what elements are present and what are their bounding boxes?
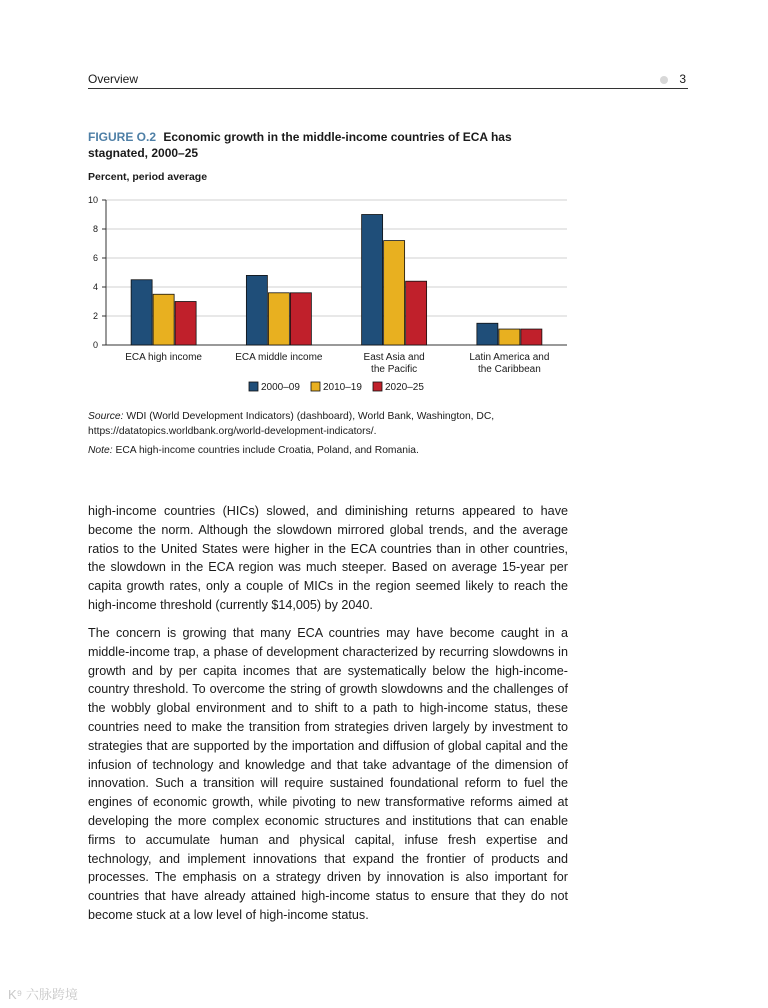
figure-title [88, 129, 558, 161]
y-tick-label: 2 [92, 311, 98, 321]
header-dot-icon [660, 76, 668, 84]
header-section-title: Overview [88, 72, 139, 86]
running-header [88, 72, 688, 89]
bar [521, 329, 542, 345]
bar [268, 293, 289, 345]
bar-chart [80, 190, 580, 402]
bar [290, 293, 311, 345]
legend-label: 2020–25 [385, 382, 424, 393]
legend-swatch [311, 382, 320, 391]
legend-label: 2000–09 [261, 382, 300, 393]
y-tick-label: 0 [92, 340, 98, 350]
bar [406, 281, 427, 345]
watermark: K⁹ 六脉跨境 [8, 987, 78, 1002]
x-tick-label: the Caribbean [477, 364, 541, 375]
x-tick-label: ECA high income [125, 352, 202, 363]
legend-swatch [249, 382, 258, 391]
bar [362, 215, 383, 346]
x-tick-label: the Pacific [371, 364, 418, 375]
figure-label: FIGURE O.2 [88, 130, 157, 144]
source-label: Source: [88, 411, 124, 422]
bar [246, 275, 267, 345]
y-tick-label: 10 [87, 195, 98, 205]
bar [477, 323, 498, 345]
y-tick-label: 8 [92, 224, 98, 234]
bar [175, 302, 196, 346]
chart-y-axis-title: Percent, period average [88, 171, 208, 183]
x-tick-label: ECA middle income [235, 352, 323, 363]
y-tick-label: 4 [92, 282, 98, 292]
body-paragraph-2: The concern is growing that many ECA countries may have become caught in a middle-income trap, a phase of development characterized by recurring slowdowns in growth and by per capita incomes that are systematically below the high-income-country threshold. To overcome the string of growth slowdowns and the challenges of the wobbly global environment and to shift to a path to high-income status, these countries need to make the transition from strategies driven largely by investment to strategies that are supported by the importation and diffusion of global capital and the infusion of technology and knowledge and that take advantage of the dimension of innovation. Such a transition will require sustained foundational reform to fuel the engines of economic growth, while pivoting to new transformative reforms aimed at developing the more complex economic structures and institutions that can enable firms to accumulate human and physical capital, infuse fresh expertise and technology, and implement innovations that expand the frontier of products and processes. The emphasis on a strategy driven by innovation is also important for countries that have already attained high-income status to ensure that they do not become stuck at a low level of high-income status. [88, 626, 568, 922]
body-paragraph-1: high-income countries (HICs) slowed, and diminishing returns appeared to have become the norm. Although the slowdown mirrored global trends, and the average ratios to the United States were higher in the ECA countries than in other countries, the slowdown in the ECA region was much steeper. Based on average 15-year per capita growth rates, only a couple of MICs in the region seemed likely to reach the high-income threshold (currently $14,005) by 2040. [88, 504, 568, 612]
bar [131, 280, 152, 345]
page-number: 3 [679, 72, 686, 86]
bar [499, 329, 520, 345]
bar [384, 241, 405, 345]
x-tick-label: East Asia and [363, 352, 425, 363]
source-text: WDI (World Development Indicators) (dashboard), World Bank, Washington, DC, https://datatopics.worldbank.org/world-development-indicators/. [88, 411, 495, 437]
x-tick-label: Latin America and [469, 352, 550, 363]
figure-source [88, 409, 568, 439]
bar [153, 294, 174, 345]
figure-title-text: Economic growth in the middle-income countries of ECA has stagnated, 2000–25 [88, 130, 512, 160]
figure-note [88, 445, 568, 456]
note-text: ECA high-income countries include Croatia, Poland, and Romania. [112, 445, 419, 456]
note-label: Note: [88, 445, 113, 456]
legend-swatch [373, 382, 382, 391]
legend-label: 2010–19 [323, 382, 362, 393]
y-tick-label: 6 [92, 253, 98, 263]
